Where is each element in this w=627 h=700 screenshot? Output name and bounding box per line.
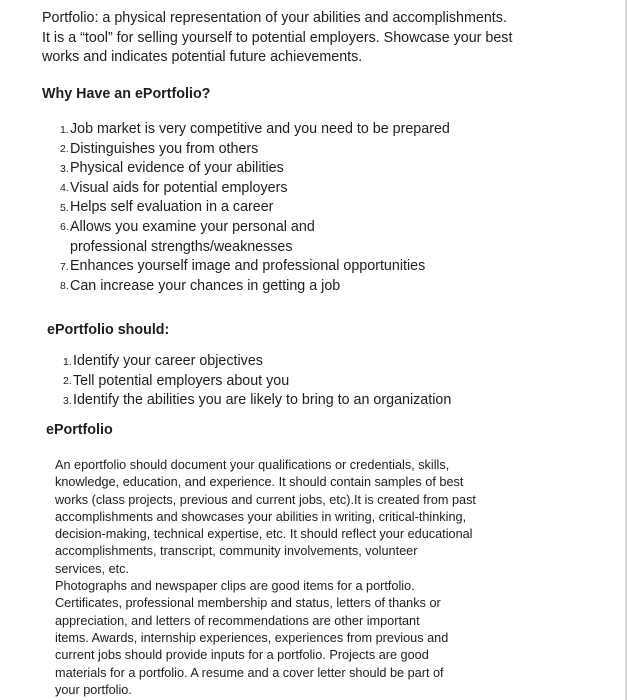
paragraph-line: current jobs should provide inputs for a portfolio. Projects are good [55,648,429,663]
list-number: 5. [60,201,69,214]
should-list-item [63,352,451,372]
list-number: 4. [60,182,69,195]
paragraph-line: materials for a portfolio. A resume and a cover letter should be part of [55,665,444,680]
list-item-text: Physical evidence of your abilities [70,160,284,177]
paragraph-line: Certificates, professional membership and status, letters of thanks or [55,596,441,611]
why-heading: Why Have an ePortfolio? [42,86,211,102]
paragraph-line: knowledge, education, and experience. It should contain samples of best [55,475,464,490]
list-number: 1. [60,123,69,136]
paragraph-line: appreciation, and letters of recommendations are other important [55,613,420,628]
why-list-item [60,159,450,179]
list-item-text: Distinguishes you from others [70,140,259,157]
list-item-text: Can increase your chances in getting a job [70,277,341,294]
paragraph-line: accomplishments and showcases your abilities in writing, critical-thinking, [55,509,467,524]
paragraph-line: items. Awards, internship experiences, experiences from previous and [55,630,449,645]
why-list-item [60,140,450,160]
list-item-text: Identify your career objectives [73,353,263,369]
why-list-item [60,198,450,218]
list-item-text: Allows you examine your personal and [70,218,315,235]
why-list-item [60,179,450,199]
paragraph-line: decision-making, technical expertise, etc. It should reflect your educational [55,527,473,542]
list-item-text: Identify the abilities you are likely to bring to an organization [73,392,452,409]
list-number: 6. [60,221,69,234]
why-list [60,120,450,296]
intro-line: works and indicates potential future achievements. [42,49,363,65]
paragraph-line: Photographs and newspaper clips are good items for a portfolio. [55,579,415,594]
intro-paragraph [42,9,602,68]
paragraph-line: accomplishments, transcript, community involvements, volunteer [55,544,418,559]
list-number: 2. [63,375,72,388]
list-number: 2. [60,143,69,156]
why-list-item [60,257,450,277]
should-heading: ePortfolio should: [47,322,170,338]
eportfolio-heading: ePortfolio [46,422,113,438]
paragraph-line: works (class projects, previous and current jobs, etc).It is created from past [55,492,476,507]
eportfolio-paragraph [55,457,525,699]
list-item-text: Tell potential employers about you [73,372,290,389]
should-list-item [63,391,452,411]
list-item-text: Enhances yourself image and professional opportunities [70,258,426,275]
paragraph-line: An eportfolio should document your qualifications or credentials, skills, [55,458,450,472]
list-number: 7. [60,260,69,273]
why-list-item [60,218,450,257]
list-item-text: Helps self evaluation in a career [70,199,274,216]
paragraph-line: your portfolio. [55,682,132,697]
should-list [63,352,452,411]
list-item-text-continued: professional strengths/weaknesses [70,238,293,255]
list-item-text: Job market is very competitive and you need to be prepared [70,121,450,137]
list-item-text: Visual aids for potential employers [70,179,288,196]
intro-line: It is a “tool” for selling yourself to potential employers. Showcase your best [42,29,513,46]
why-list-item [60,277,450,297]
why-list-item [60,120,450,140]
list-number: 3. [60,162,69,175]
intro-line: Portfolio: a physical representation of your abilities and accomplishments. [42,10,507,26]
paragraph-line: services, etc. [55,561,130,576]
should-list-item [63,372,451,392]
list-number: 3. [63,394,72,407]
list-number: 1. [63,355,72,368]
list-number: 8. [60,280,69,293]
